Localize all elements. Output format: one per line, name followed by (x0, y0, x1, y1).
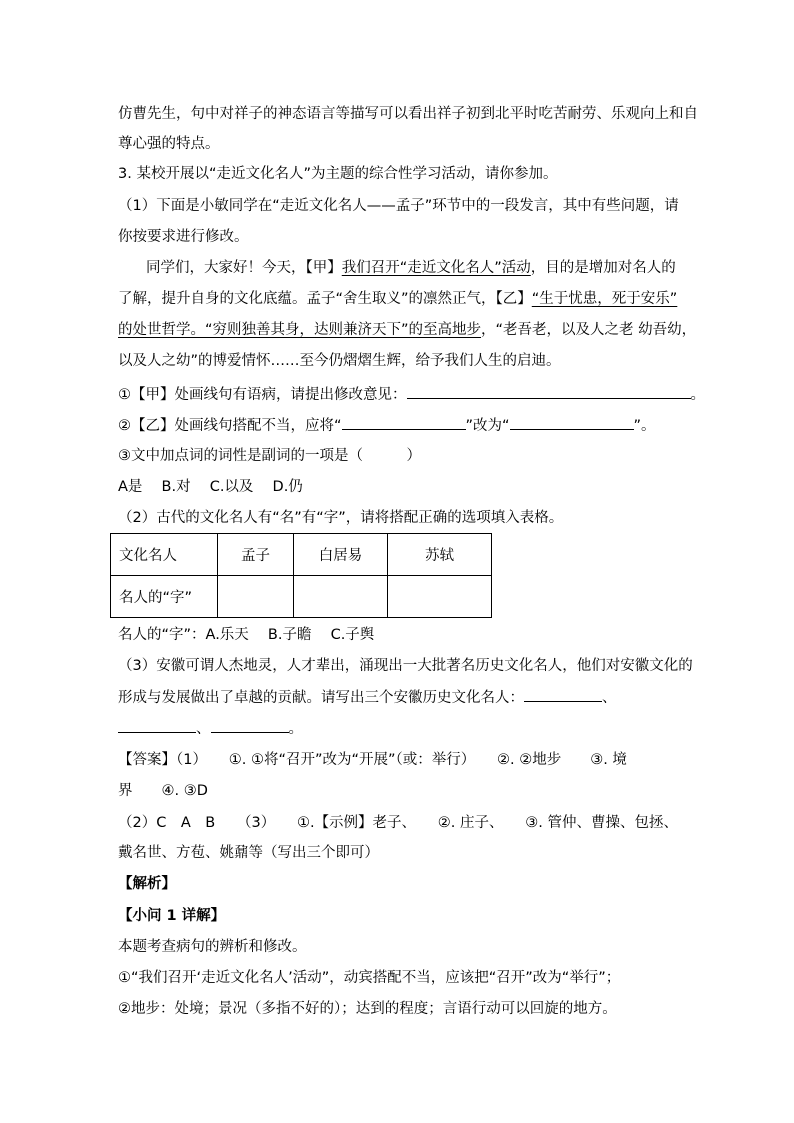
speech-paragraph-line (118, 320, 696, 340)
underlined-sentence-yi: “生于忧患，死于安乐” (531, 291, 678, 307)
answer-line: 界 ④. ③D (118, 783, 208, 799)
question-text: 形成与发展做出了卓越的贡献。请写出三个安徽历史文化名人： (118, 690, 524, 706)
speech-text: 了解，提升自身的文化底蕴。孟子“舍生取义”的凛然正气，【乙】 (118, 291, 532, 307)
question-3-options: A是 B.对 C.以及 D.仍 (118, 479, 303, 495)
question-1 (118, 384, 705, 405)
answer-blank[interactable] (118, 718, 196, 733)
table-row (111, 576, 492, 618)
answer-blank[interactable] (211, 718, 289, 733)
question-text: ①【甲】处画线句有语病，请提出修改意见： (118, 387, 407, 403)
answer-blank[interactable] (407, 384, 691, 399)
section-3-line (118, 687, 617, 708)
speech-paragraph-line (118, 289, 677, 309)
table-cell: 文化名人 (111, 534, 218, 576)
answer-blank[interactable] (342, 415, 466, 430)
analysis-heading: 【解析】 (118, 876, 176, 892)
analysis-line: ①“我们召开‘走近文化名人’活动”，动宾搭配不当，应该把“召开”改为“举行”； (118, 970, 621, 986)
table-cell: 名人的“字” (111, 576, 218, 618)
section-2-title: （2）古代的文化名人有“名”有“字”，请将搭配正确的选项填入表格。 (118, 510, 564, 526)
names-table (110, 533, 492, 618)
question-text: ”改为“ (465, 418, 510, 434)
speech-text: ，目的是增加对名人的 (530, 260, 676, 276)
underlined-sentence-jia: 我们召开“走近文化名人”活动 (341, 260, 531, 276)
question-text: 。 (690, 387, 705, 403)
question-text: 、 (602, 690, 617, 706)
question-2 (118, 415, 656, 436)
section-3-line (118, 718, 303, 739)
options-line: 名人的“字”：A.乐天 B.子瞻 C.子舆 (118, 627, 375, 643)
answer-blank[interactable] (524, 687, 602, 702)
table-cell: 白居易 (294, 534, 388, 576)
question-3: ③文中加点词的词性是副词的一项是（ ） (118, 448, 421, 464)
analysis-line: ②地步：处境；景况（多指不好的）；达到的程度；言语行动可以回旋的地方。 (118, 1001, 617, 1017)
speech-text: ，“老吾老，以及人之老 幼吾幼， (481, 322, 697, 338)
text-line: 你按要求进行修改。 (118, 229, 249, 245)
text-line: （1）下面是小敏同学在“走近文化名人——孟子”环节中的一段发言，其中有些问题，请 (118, 198, 679, 214)
text-line: 仿曹先生，句中对祥子的神态语言等描写可以看出祥子初到北平时吃苦耐劳、乐观向上和自 (118, 106, 698, 122)
question-text: ②【乙】处画线句搭配不当，应将“ (118, 418, 342, 434)
table-cell: 孟子 (218, 534, 294, 576)
text-line: 尊心强的特点。 (118, 136, 220, 152)
speech-text: 同学们，大家好！今天，【甲】 (146, 260, 342, 276)
question-text: 。 (288, 721, 303, 737)
analysis-line: 本题考查病句的辨析和修改。 (118, 939, 307, 955)
section-3-title: （3）安徽可谓人杰地灵，人才辈出，涌现出一大批著名历史文化名人，他们对安徽文化的 (118, 658, 693, 674)
speech-paragraph-line (146, 258, 676, 278)
answer-line: 【答案】（1） ①. ①将“召开”改为“开展”（或：举行） ②. ②地步 ③. 境 (118, 752, 627, 768)
speech-paragraph-line: 以及人之幼”的博爱情怀……至今仍熠熠生辉，给予我们人生的启迪。 (118, 353, 561, 369)
table-row (111, 534, 492, 576)
question-text: 、 (196, 721, 211, 737)
underlined-sentence-yi-cont: 的处世哲学。“穷则独善其身，达则兼济天下”的至高地步 (118, 322, 482, 338)
table-cell: 苏轼 (388, 534, 492, 576)
table-answer-cell[interactable] (294, 576, 388, 618)
answer-line: （2）C A B （3） ①.【示例】老子、 ②. 庄子、 ③. 管仲、曹操、包拯、 (118, 815, 678, 831)
question-text: ”。 (633, 418, 656, 434)
subquestion-heading: 【小问 1 详解】 (118, 908, 226, 924)
answer-blank[interactable] (510, 415, 634, 430)
question-title: 3. 某校开展以“走近文化名人”为主题的综合性学习活动，请你参加。 (118, 166, 558, 182)
answer-line: 戴名世、方苞、姚鼐等（写出三个即可） (118, 845, 379, 861)
table-answer-cell[interactable] (218, 576, 294, 618)
table-answer-cell[interactable] (388, 576, 492, 618)
